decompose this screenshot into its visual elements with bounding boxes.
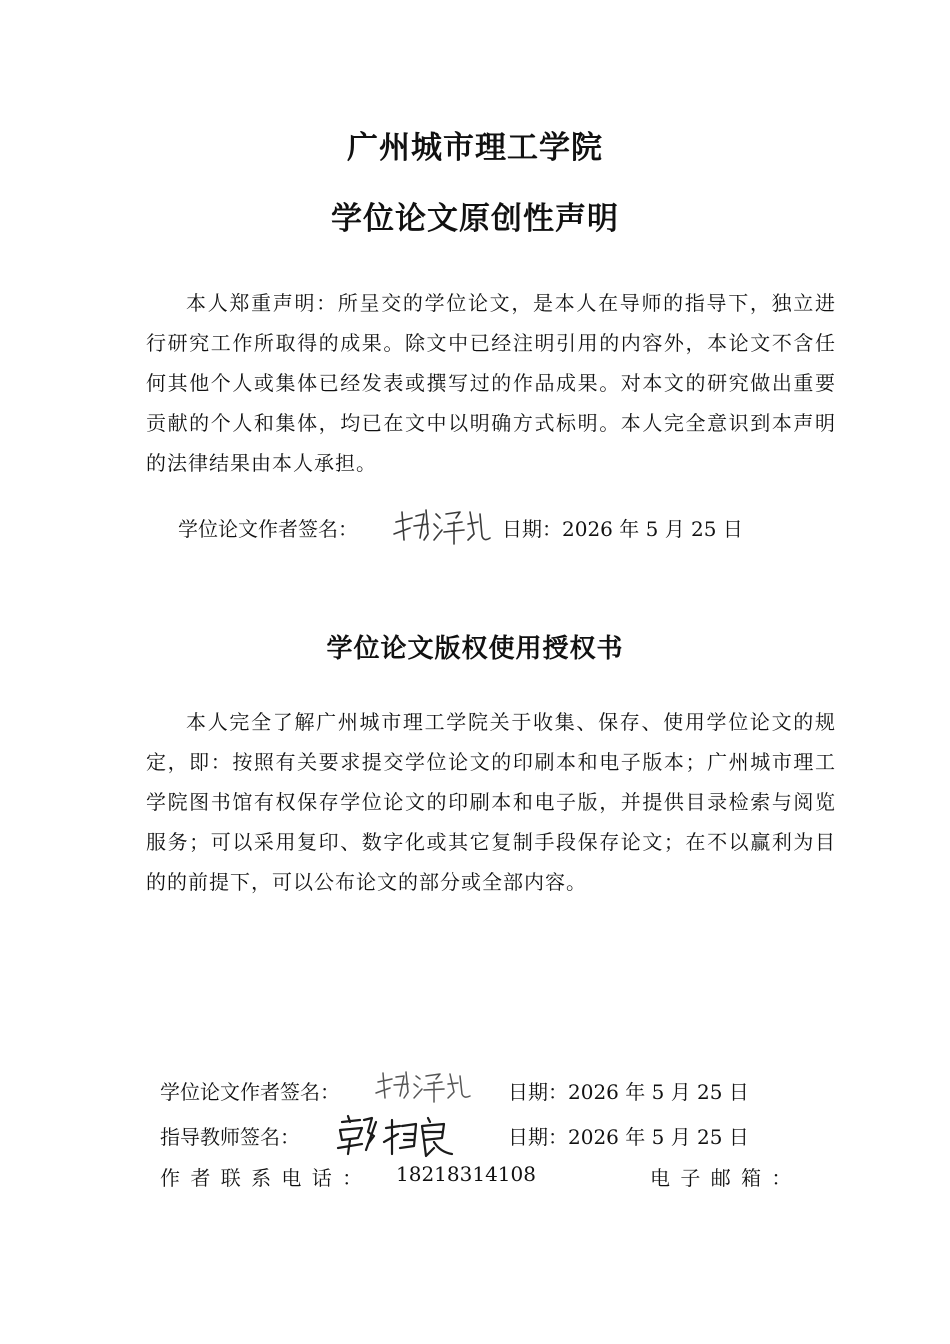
copyright-title: 学位论文版权使用授权书 — [326, 634, 624, 664]
copyright-body: 本人完全了解广州城市理工学院关于收集、保存、使用学位论文的规定，即：按照有关要求提交学位论文的印刷本和电子版本；广州城市理工学院图书馆有权保存学位论文的印刷本和电子版，并提供目录检索与阅览服务；可以采用复印、数字化或其它复制手段保存论文；在不以赢利为目的的前提下，可以公布论文的部分或全部内容。 — [146, 710, 836, 894]
advisor-sign-label: 指导教师签名： — [160, 1125, 300, 1149]
copyright-author-date: 日期：2026 年 5 月 25 日 — [508, 1080, 749, 1104]
declaration-title: 学位论文原创性声明 — [331, 201, 619, 237]
declaration-author-sign-label: 学位论文作者签名： — [178, 517, 358, 541]
advisor-date: 日期：2026 年 5 月 25 日 — [508, 1125, 749, 1149]
phone-label: 作 者 联 系 电 话 ： — [160, 1166, 365, 1190]
author-signature-1 — [390, 504, 494, 548]
advisor-signature — [334, 1110, 458, 1162]
copyright-author-sign-label: 学位论文作者签名： — [160, 1080, 340, 1104]
declaration-date: 日期：2026 年 5 月 25 日 — [502, 517, 743, 541]
phone-value: 18218314108 — [396, 1162, 536, 1186]
declaration-body: 本人郑重声明：所呈交的学位论文，是本人在导师的指导下，独立进行研究工作所取得的成果。除文中已经注明引用的内容外，本论文不含任何其他个人或集体已经发表或撰写过的作品成果。对本文的研究做出重要贡献的个人和集体，均已在文中以明确方式标明。本人完全意识到本声明的法律结果由本人承担。 — [146, 291, 836, 475]
school-title: 广州城市理工学院 — [347, 130, 603, 166]
author-signature-2 — [372, 1068, 476, 1104]
email-label: 电 子 邮 箱 ： — [650, 1166, 794, 1190]
